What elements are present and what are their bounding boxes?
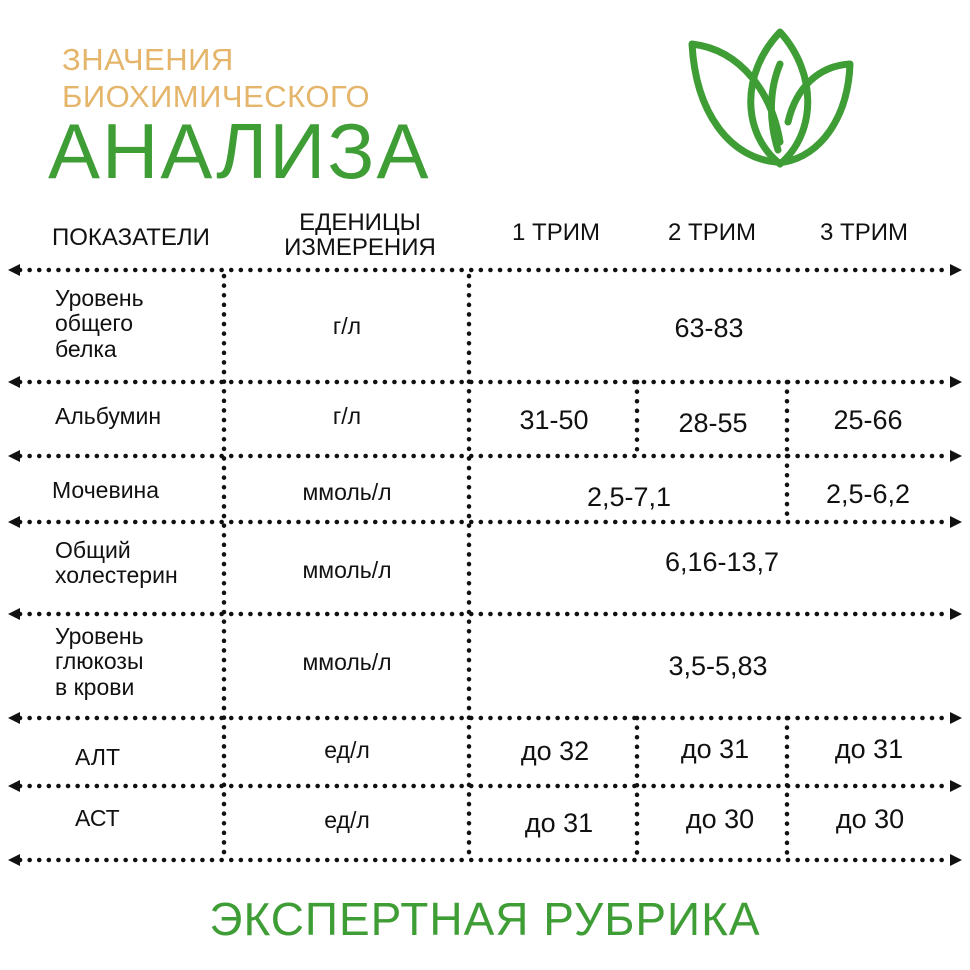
row-value-ast-trim-3: до 30 [835, 804, 905, 834]
footer-title: ЭКСПЕРТНАЯ РУБРИКА [209, 893, 761, 945]
arrow-left-2 [8, 376, 20, 388]
row-label-urea: Мочевина [52, 477, 160, 503]
title-line-2: БИОХИМИЧЕСКОГО [62, 79, 371, 114]
header-trim-2: 2 ТРИМ [668, 219, 756, 246]
header-units-line-1: ЕДЕНИЦЫ [299, 209, 421, 236]
row-value-albumin-trim-1: 31-50 [519, 405, 589, 435]
arrow-right-1 [950, 264, 962, 276]
row-value-alt-trim-3: до 31 [834, 734, 904, 764]
row-value-alt-trim-2: до 31 [680, 734, 750, 764]
row-label-blood-glucose: Уровень глюкозы в крови [55, 623, 144, 700]
arrow-left-8 [8, 854, 20, 866]
arrow-right-7 [950, 780, 962, 792]
arrow-right-4 [950, 516, 962, 528]
arrow-right-8 [950, 854, 962, 866]
header-trim-1: 1 ТРИМ [512, 219, 600, 246]
arrow-left-4 [8, 516, 20, 528]
row-label-total-cholesterol: Общий холестерин [55, 537, 178, 589]
row-value-urea-trim-1-2: 2,5-7,1 [586, 482, 672, 512]
row-unit-ast: ед/л [324, 807, 370, 833]
row-value-ast-trim-2: до 30 [685, 804, 755, 834]
arrow-left-1 [8, 264, 20, 276]
row-unit-total-cholesterol: ммоль/л [302, 557, 392, 583]
row-value-albumin-trim-3: 25-66 [833, 405, 903, 435]
row-value-total-cholesterol: 6,16-13,7 [664, 547, 780, 577]
row-label-alt: АЛТ [75, 744, 120, 770]
arrow-right-6 [950, 712, 962, 724]
header-trim-3: 3 ТРИМ [820, 219, 908, 246]
row-unit-blood-glucose: ммоль/л [302, 649, 392, 675]
arrow-left-7 [8, 780, 20, 792]
header-units-line-2: ИЗМЕРЕНИЯ [284, 234, 436, 262]
row-value-total-protein: 63-83 [674, 313, 744, 343]
arrow-right-3 [950, 450, 962, 462]
title-line-1: ЗНАЧЕНИЯ [62, 42, 234, 77]
arrow-right-2 [950, 376, 962, 388]
row-unit-urea: ммоль/л [302, 479, 392, 505]
arrow-left-5 [8, 608, 20, 620]
row-value-ast-trim-1: до 31 [524, 808, 594, 838]
row-label-ast: АСТ [75, 805, 120, 831]
row-value-albumin-trim-2: 28-55 [678, 408, 748, 438]
arrow-left-6 [8, 712, 20, 724]
row-value-blood-glucose: 3,5-5,83 [668, 651, 768, 681]
row-label-albumin: Альбумин [55, 403, 162, 429]
arrow-right-5 [950, 608, 962, 620]
row-unit-albumin: г/л [332, 403, 362, 429]
row-unit-total-protein: г/л [332, 313, 362, 339]
header-indicators: ПОКАЗАТЕЛИ [52, 224, 210, 251]
arrow-left-3 [8, 450, 20, 462]
row-value-urea-trim-3: 2,5-6,2 [825, 479, 911, 509]
row-value-alt-trim-1: до 32 [520, 736, 590, 766]
row-label-total-protein: Уровень общего белка [55, 285, 144, 362]
row-unit-alt: ед/л [324, 737, 370, 763]
title-main: АНАЛИЗА [48, 107, 431, 195]
